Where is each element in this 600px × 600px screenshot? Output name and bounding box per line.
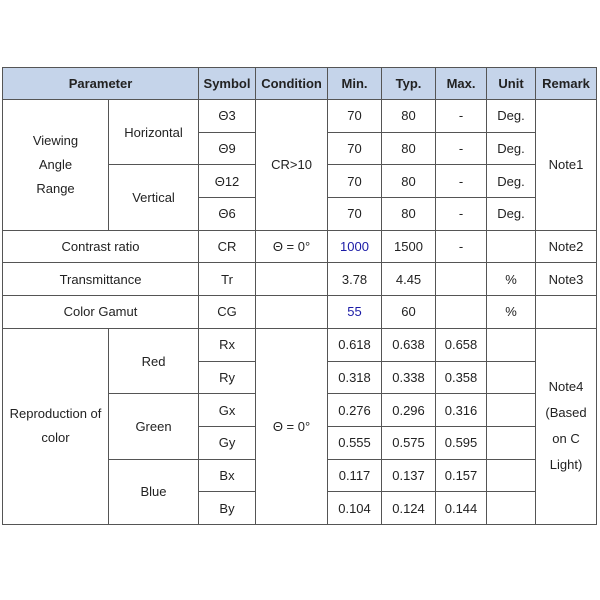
remark-cell: Note3 [536,263,597,296]
max-cell: - [436,100,487,133]
header-remark: Remark [536,68,597,100]
min-cell: 0.117 [328,459,382,492]
typ-cell: 80 [382,132,436,165]
min-cell: 70 [328,100,382,133]
min-cell: 0.555 [328,426,382,459]
typ-cell: 0.124 [382,492,436,525]
header-row [3,68,597,100]
table-row [3,100,597,133]
typ-cell: 0.137 [382,459,436,492]
max-cell [436,296,487,329]
table-row [3,296,597,329]
typ-cell: 80 [382,165,436,198]
symbol-cell: Gx [199,394,256,427]
remark-cell [536,296,597,329]
remark-cell: Note2 [536,230,597,263]
unit-cell: Deg. [487,100,536,133]
table-row [3,328,597,361]
max-cell [436,263,487,296]
unit-cell [487,492,536,525]
header-min: Min. [328,68,382,100]
max-cell: 0.658 [436,328,487,361]
max-cell: - [436,230,487,263]
typ-cell: 0.638 [382,328,436,361]
max-cell: 0.157 [436,459,487,492]
min-cell: 0.318 [328,361,382,394]
unit-cell [487,426,536,459]
typ-cell: 0.338 [382,361,436,394]
min-cell: 70 [328,132,382,165]
typ-cell: 1500 [382,230,436,263]
reproduction-group-label: Reproduction of color [3,328,109,524]
symbol-cell: Bx [199,459,256,492]
viewing-condition: CR>10 [256,100,328,231]
symbol-cell: Θ9 [199,132,256,165]
max-cell: - [436,132,487,165]
symbol-cell: CG [199,296,256,329]
gamut-label: Color Gamut [3,296,199,329]
condition-cell: Θ = 0° [256,230,328,263]
max-cell: 0.358 [436,361,487,394]
symbol-cell: Θ12 [199,165,256,198]
max-cell: - [436,165,487,198]
transmittance-label: Transmittance [3,263,199,296]
symbol-cell: Θ3 [199,100,256,133]
viewing-horizontal-label: Horizontal [109,100,199,165]
min-cell: 0.618 [328,328,382,361]
min-cell: 55 [328,296,382,329]
max-cell: - [436,198,487,231]
header-unit: Unit [487,68,536,100]
unit-cell: Deg. [487,198,536,231]
header-parameter: Parameter [3,68,199,100]
unit-cell [487,361,536,394]
table-row [3,230,597,263]
typ-cell: 4.45 [382,263,436,296]
color-red-label: Red [109,328,199,393]
contrast-label: Contrast ratio [3,230,199,263]
color-blue-label: Blue [109,459,199,524]
unit-cell: Deg. [487,165,536,198]
min-cell: 0.104 [328,492,382,525]
header-condition: Condition [256,68,328,100]
symbol-cell: Ry [199,361,256,394]
reproduction-condition: Θ = 0° [256,328,328,524]
typ-cell: 60 [382,296,436,329]
symbol-cell: Gy [199,426,256,459]
header-max: Max. [436,68,487,100]
typ-cell: 80 [382,100,436,133]
viewing-remark: Note1 [536,100,597,231]
condition-cell [256,263,328,296]
min-cell: 0.276 [328,394,382,427]
min-cell: 70 [328,165,382,198]
viewing-vertical-label: Vertical [109,165,199,230]
typ-cell: 80 [382,198,436,231]
symbol-cell: By [199,492,256,525]
unit-cell [487,394,536,427]
unit-cell: % [487,296,536,329]
spec-table [2,67,597,525]
unit-cell [487,230,536,263]
min-cell: 3.78 [328,263,382,296]
typ-cell: 0.296 [382,394,436,427]
unit-cell: % [487,263,536,296]
color-green-label: Green [109,394,199,459]
symbol-cell: Rx [199,328,256,361]
header-symbol: Symbol [199,68,256,100]
min-cell: 1000 [328,230,382,263]
max-cell: 0.595 [436,426,487,459]
unit-cell [487,328,536,361]
reproduction-remark: Note4 (Based on C Light) [536,328,597,524]
symbol-cell: Tr [199,263,256,296]
viewing-group-label: Viewing Angle Range [3,100,109,231]
max-cell: 0.144 [436,492,487,525]
unit-cell: Deg. [487,132,536,165]
table-row [3,263,597,296]
condition-cell [256,296,328,329]
symbol-cell: CR [199,230,256,263]
header-typ: Typ. [382,68,436,100]
min-cell: 70 [328,198,382,231]
max-cell: 0.316 [436,394,487,427]
symbol-cell: Θ6 [199,198,256,231]
unit-cell [487,459,536,492]
typ-cell: 0.575 [382,426,436,459]
